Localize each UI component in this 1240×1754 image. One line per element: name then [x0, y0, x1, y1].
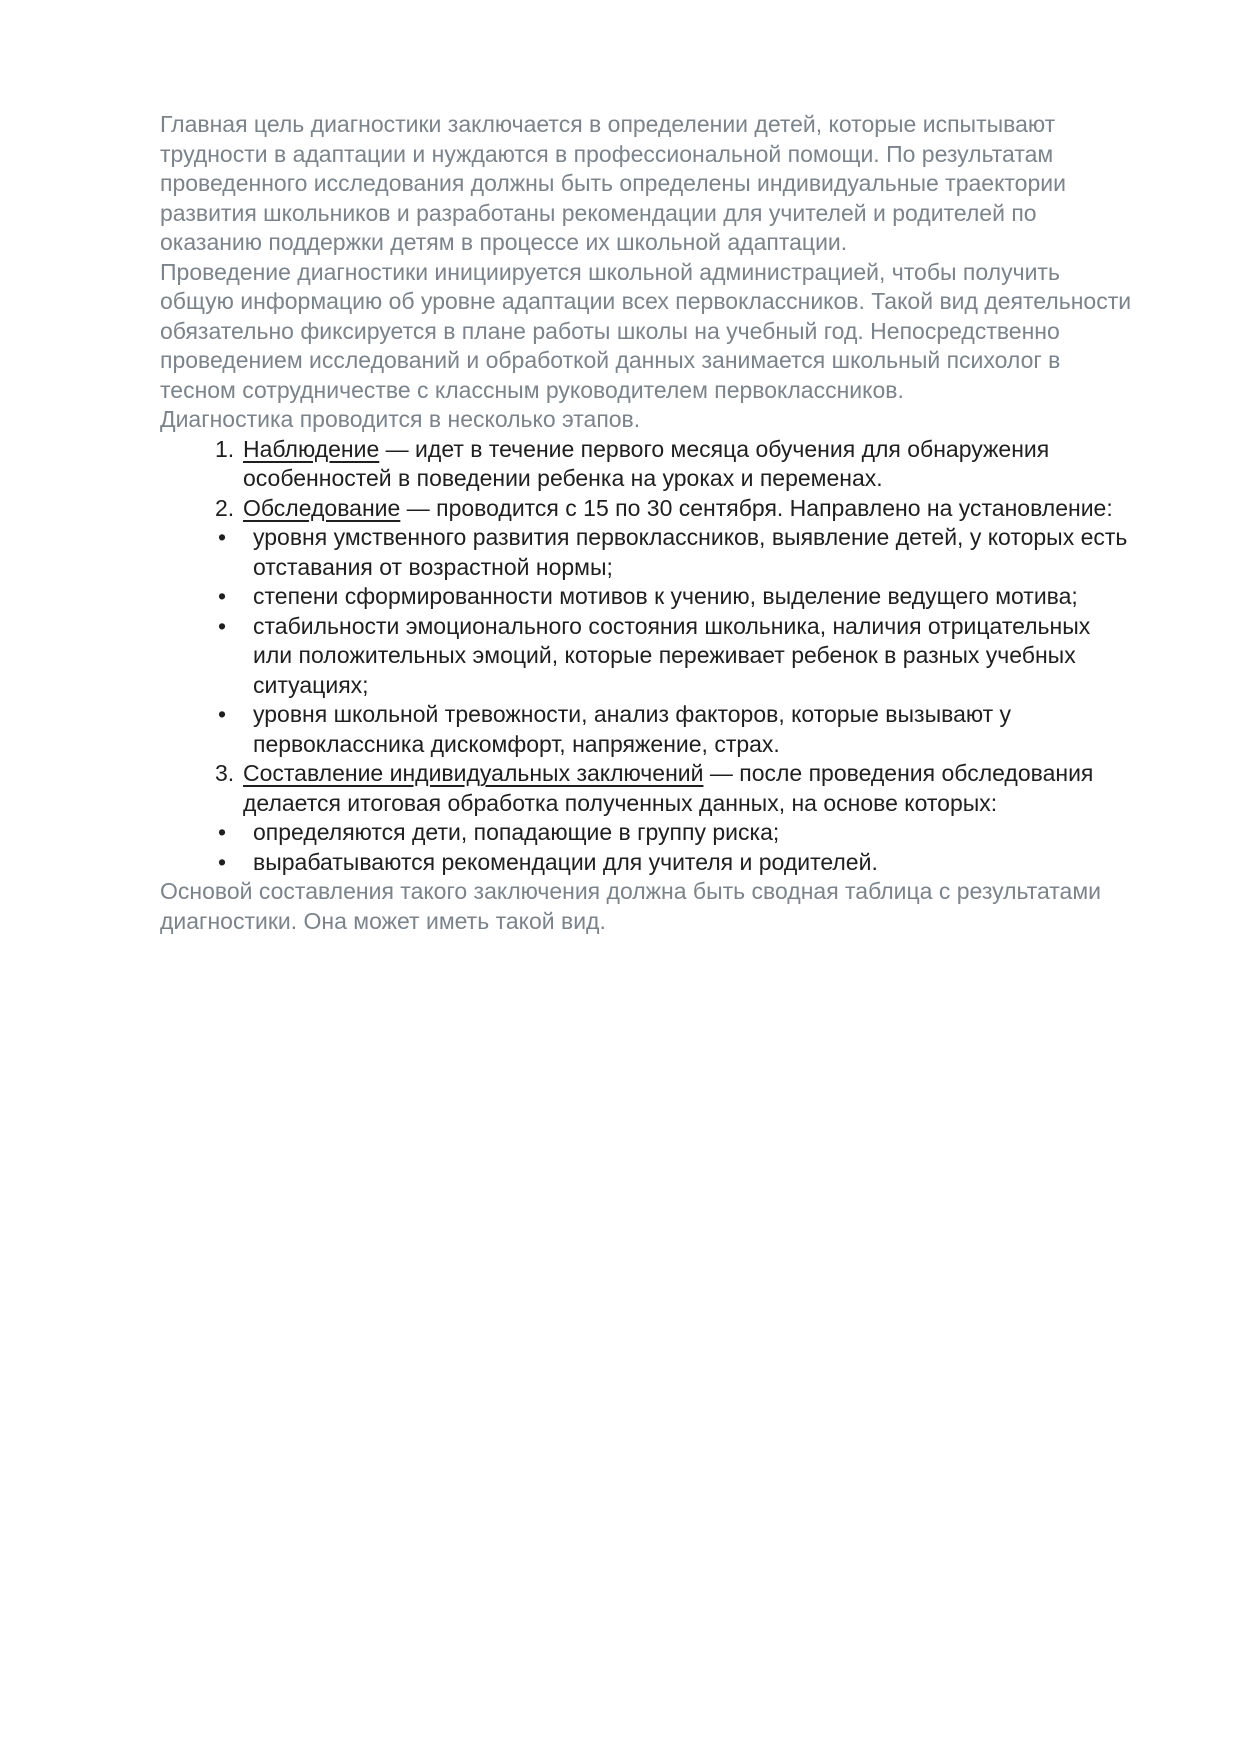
bullet-list-item	[160, 818, 1132, 848]
list-item-text	[243, 494, 1132, 524]
underlined-term: Наблюдение	[243, 435, 380, 462]
list-number: 3.	[215, 760, 235, 786]
list-item-text: уровня умственного развития первоклассников, выявление детей, у которых есть отставания от возрастной нормы;	[253, 524, 1128, 580]
underlined-term: Составление индивидуальных заключений	[243, 760, 704, 786]
bullet-list-item	[160, 700, 1132, 759]
list-item-description: — идет в течение первого месяца обучения для обнаружения особенностей в поведении ребенка на уроках и переменах.	[243, 435, 1050, 491]
paragraph: Главная цель диагностики заключается в определении детей, которые испытывают трудности в адаптации и нуждаются в профессиональной помощи. По результатам проведенного исследования должны быть определены индивидуальные траектории развития школьников и разработаны рекомендации для учителей и родителей по оказанию поддержки детям в процессе их школьной адаптации.	[160, 111, 1066, 255]
bullet-list-item	[160, 523, 1132, 582]
list-item-text: определяются дети, попадающие в группу риска;	[253, 819, 780, 845]
bullet-icon: •	[218, 583, 227, 609]
paragraph: Проведение диагностики инициируется школьной администрацией, чтобы получить общую информацию об уровне адаптации всех первоклассников. Такой вид деятельности обязательно фиксируется в плане работы школы на учебный год. Непосредственно проведением исследований и обработкой данных занимается школьный психолог в тесном сотрудничестве с классным руководителем первоклассников.	[160, 258, 1132, 403]
list-number: 1.	[215, 435, 235, 462]
numbered-list-item	[160, 759, 1132, 818]
numbered-list-item	[160, 435, 1132, 494]
bullet-list	[160, 523, 1132, 759]
list-item-text: степени сформированности мотивов к учению, выделение ведущего мотива;	[253, 583, 1078, 609]
list-item-description: — проводится с 15 по 30 сентября. Направлено на установление:	[400, 494, 1113, 521]
list-item-text: стабильности эмоционального состояния школьника, наличия отрицательных или положительных эмоций, которые переживает ребенок в разных учебных ситуациях;	[253, 612, 1091, 698]
bullet-icon: •	[218, 701, 227, 727]
paragraph: Основой составления такого заключения должна быть сводная таблица с результатами диагностики. Она может иметь такой вид.	[160, 878, 1102, 934]
list-item-text	[243, 759, 1132, 818]
list-number: 2.	[215, 494, 235, 521]
bullet-icon: •	[218, 848, 227, 875]
bullet-list-item	[160, 848, 1132, 878]
list-item-text: уровня школьной тревожности, анализ факторов, которые вызывают у первоклассника дискомфорт, напряжение, страх.	[253, 701, 1012, 757]
list-item-text: вырабатываются рекомендации для учителя и родителей.	[253, 848, 878, 875]
paragraph: Диагностика проводится в несколько этапов.	[160, 406, 641, 432]
bullet-list-item	[160, 612, 1132, 701]
bullet-icon: •	[218, 819, 227, 845]
numbered-list	[160, 759, 1132, 818]
bullet-list	[160, 818, 1132, 877]
bullet-icon: •	[218, 612, 227, 639]
list-item-text	[243, 435, 1132, 494]
document-content	[160, 110, 1132, 936]
numbered-list	[160, 435, 1132, 524]
list-item-description: — после проведения обследования делается итоговая обработка полученных данных, на основе которых:	[243, 760, 1094, 816]
bullet-icon: •	[218, 524, 227, 550]
bullet-list-item	[160, 582, 1132, 612]
numbered-list-item	[160, 494, 1132, 524]
underlined-term: Обследование	[243, 494, 401, 521]
